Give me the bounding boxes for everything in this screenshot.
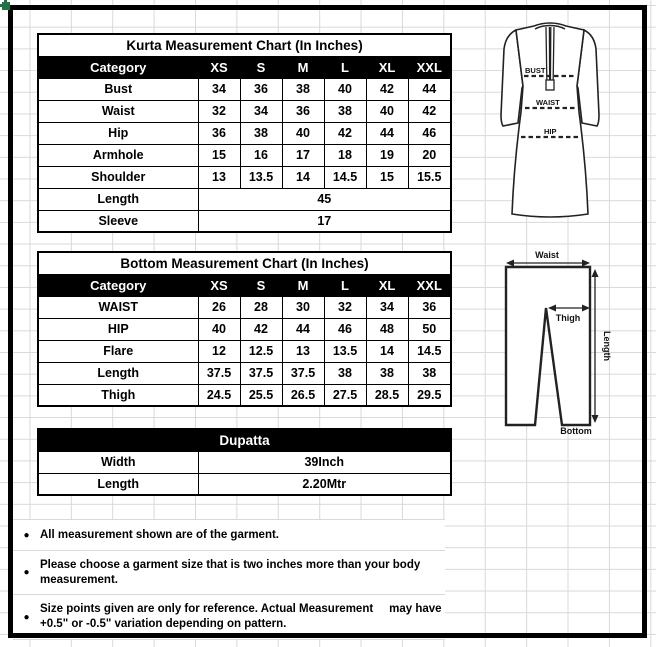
cell: 15	[198, 144, 240, 166]
cell: 14.5	[408, 340, 451, 362]
cell: 28	[240, 296, 282, 318]
cell: 34	[198, 78, 240, 100]
cell: 32	[324, 296, 366, 318]
cell: 42	[408, 100, 451, 122]
selection-tick-icon	[0, 4, 3, 7]
cell: 12	[198, 340, 240, 362]
cell: 14	[282, 166, 324, 188]
cell: 15.5	[408, 166, 451, 188]
length-label: Length	[602, 331, 612, 361]
cell: 40	[282, 122, 324, 144]
row-label: Width	[38, 451, 198, 473]
cell: 34	[366, 296, 408, 318]
row-label: Hip	[38, 122, 198, 144]
cell: 37.5	[198, 362, 240, 384]
cell: 14	[366, 340, 408, 362]
cell: 37.5	[282, 362, 324, 384]
row-label: Flare	[38, 340, 198, 362]
column-header: S	[240, 56, 282, 78]
cell: 13	[282, 340, 324, 362]
cell: 38	[324, 100, 366, 122]
column-header: XXL	[408, 56, 451, 78]
column-header: M	[282, 274, 324, 296]
waist-label: WAIST	[536, 98, 560, 107]
row-label: Length	[38, 473, 198, 495]
cell: 38	[240, 122, 282, 144]
cell: 13.5	[324, 340, 366, 362]
bust-label: BUST	[525, 66, 546, 75]
cell: 26.5	[282, 384, 324, 406]
cell: 40	[324, 78, 366, 100]
column-header: XXL	[408, 274, 451, 296]
bullet-icon: ●	[23, 611, 30, 623]
cell: 36	[198, 122, 240, 144]
cell: 17	[198, 210, 451, 232]
cell: 38	[282, 78, 324, 100]
cell: 42	[366, 78, 408, 100]
cell: 37.5	[240, 362, 282, 384]
row-label: HIP	[38, 318, 198, 340]
note-text: Size points given are only for reference. Actual Measurement may have +0.5" or -0.5" variation depending on pattern.	[40, 603, 442, 630]
cell: 44	[408, 78, 451, 100]
note-text: All measurement shown are of the garment.	[40, 528, 280, 541]
cell: 46	[324, 318, 366, 340]
cell: 40	[198, 318, 240, 340]
cell: 18	[324, 144, 366, 166]
bullet-icon: ●	[23, 567, 30, 578]
cell: 14.5	[324, 166, 366, 188]
column-header: M	[282, 56, 324, 78]
row-label: Length	[38, 188, 198, 210]
cell: 38	[366, 362, 408, 384]
table-title: Dupatta	[38, 429, 451, 451]
cell: 46	[408, 122, 451, 144]
row-label: Shoulder	[38, 166, 198, 188]
table-title: Kurta Measurement Chart (In Inches)	[38, 34, 451, 56]
row-label: Armhole	[38, 144, 198, 166]
bottom-label: Bottom	[560, 426, 592, 436]
cell: 36	[408, 296, 451, 318]
waist-label: Waist	[535, 250, 559, 260]
cell: 16	[240, 144, 282, 166]
row-label: Bust	[38, 78, 198, 100]
cell: 38	[324, 362, 366, 384]
cell: 13.5	[240, 166, 282, 188]
column-header: Category	[38, 56, 198, 78]
selection-frame[interactable]	[8, 5, 647, 638]
cell: 25.5	[240, 384, 282, 406]
cell: 29.5	[408, 384, 451, 406]
column-header: L	[324, 274, 366, 296]
cell: 36	[240, 78, 282, 100]
column-header: S	[240, 274, 282, 296]
cell: 44	[282, 318, 324, 340]
cell: 30	[282, 296, 324, 318]
table-title: Bottom Measurement Chart (In Inches)	[38, 252, 451, 274]
column-header: L	[324, 56, 366, 78]
cell: 38	[408, 362, 451, 384]
cell: 13	[198, 166, 240, 188]
cell: 36	[282, 100, 324, 122]
selection-tick-icon	[4, 0, 7, 3]
cell: 40	[366, 100, 408, 122]
row-label: Thigh	[38, 384, 198, 406]
cell: 27.5	[324, 384, 366, 406]
cell: 32	[198, 100, 240, 122]
cell: 12.5	[240, 340, 282, 362]
column-header: XL	[366, 274, 408, 296]
column-header: XS	[198, 274, 240, 296]
cell: 15	[366, 166, 408, 188]
column-header: XS	[198, 56, 240, 78]
cell: 39Inch	[198, 451, 451, 473]
selection-handle-icon[interactable]	[2, 2, 10, 10]
row-label: WAIST	[38, 296, 198, 318]
cell: 26	[198, 296, 240, 318]
cell: 19	[366, 144, 408, 166]
cell: 48	[366, 318, 408, 340]
thigh-label: Thigh	[555, 313, 581, 323]
cell: 45	[198, 188, 451, 210]
cell: 50	[408, 318, 451, 340]
cell: 24.5	[198, 384, 240, 406]
column-header: XL	[366, 56, 408, 78]
cell: 44	[366, 122, 408, 144]
cell: 42	[324, 122, 366, 144]
row-label: Sleeve	[38, 210, 198, 232]
cell: 28.5	[366, 384, 408, 406]
note-text: Please choose a garment size that is two inches more than your body measurement.	[40, 558, 421, 586]
cell: 17	[282, 144, 324, 166]
cell: 34	[240, 100, 282, 122]
column-header: Category	[38, 274, 198, 296]
row-label: Waist	[38, 100, 198, 122]
cell: 20	[408, 144, 451, 166]
cell: 42	[240, 318, 282, 340]
cell: 2.20Mtr	[198, 473, 451, 495]
bullet-icon: ●	[23, 529, 30, 541]
hip-label: HIP	[544, 127, 557, 136]
row-label: Length	[38, 362, 198, 384]
